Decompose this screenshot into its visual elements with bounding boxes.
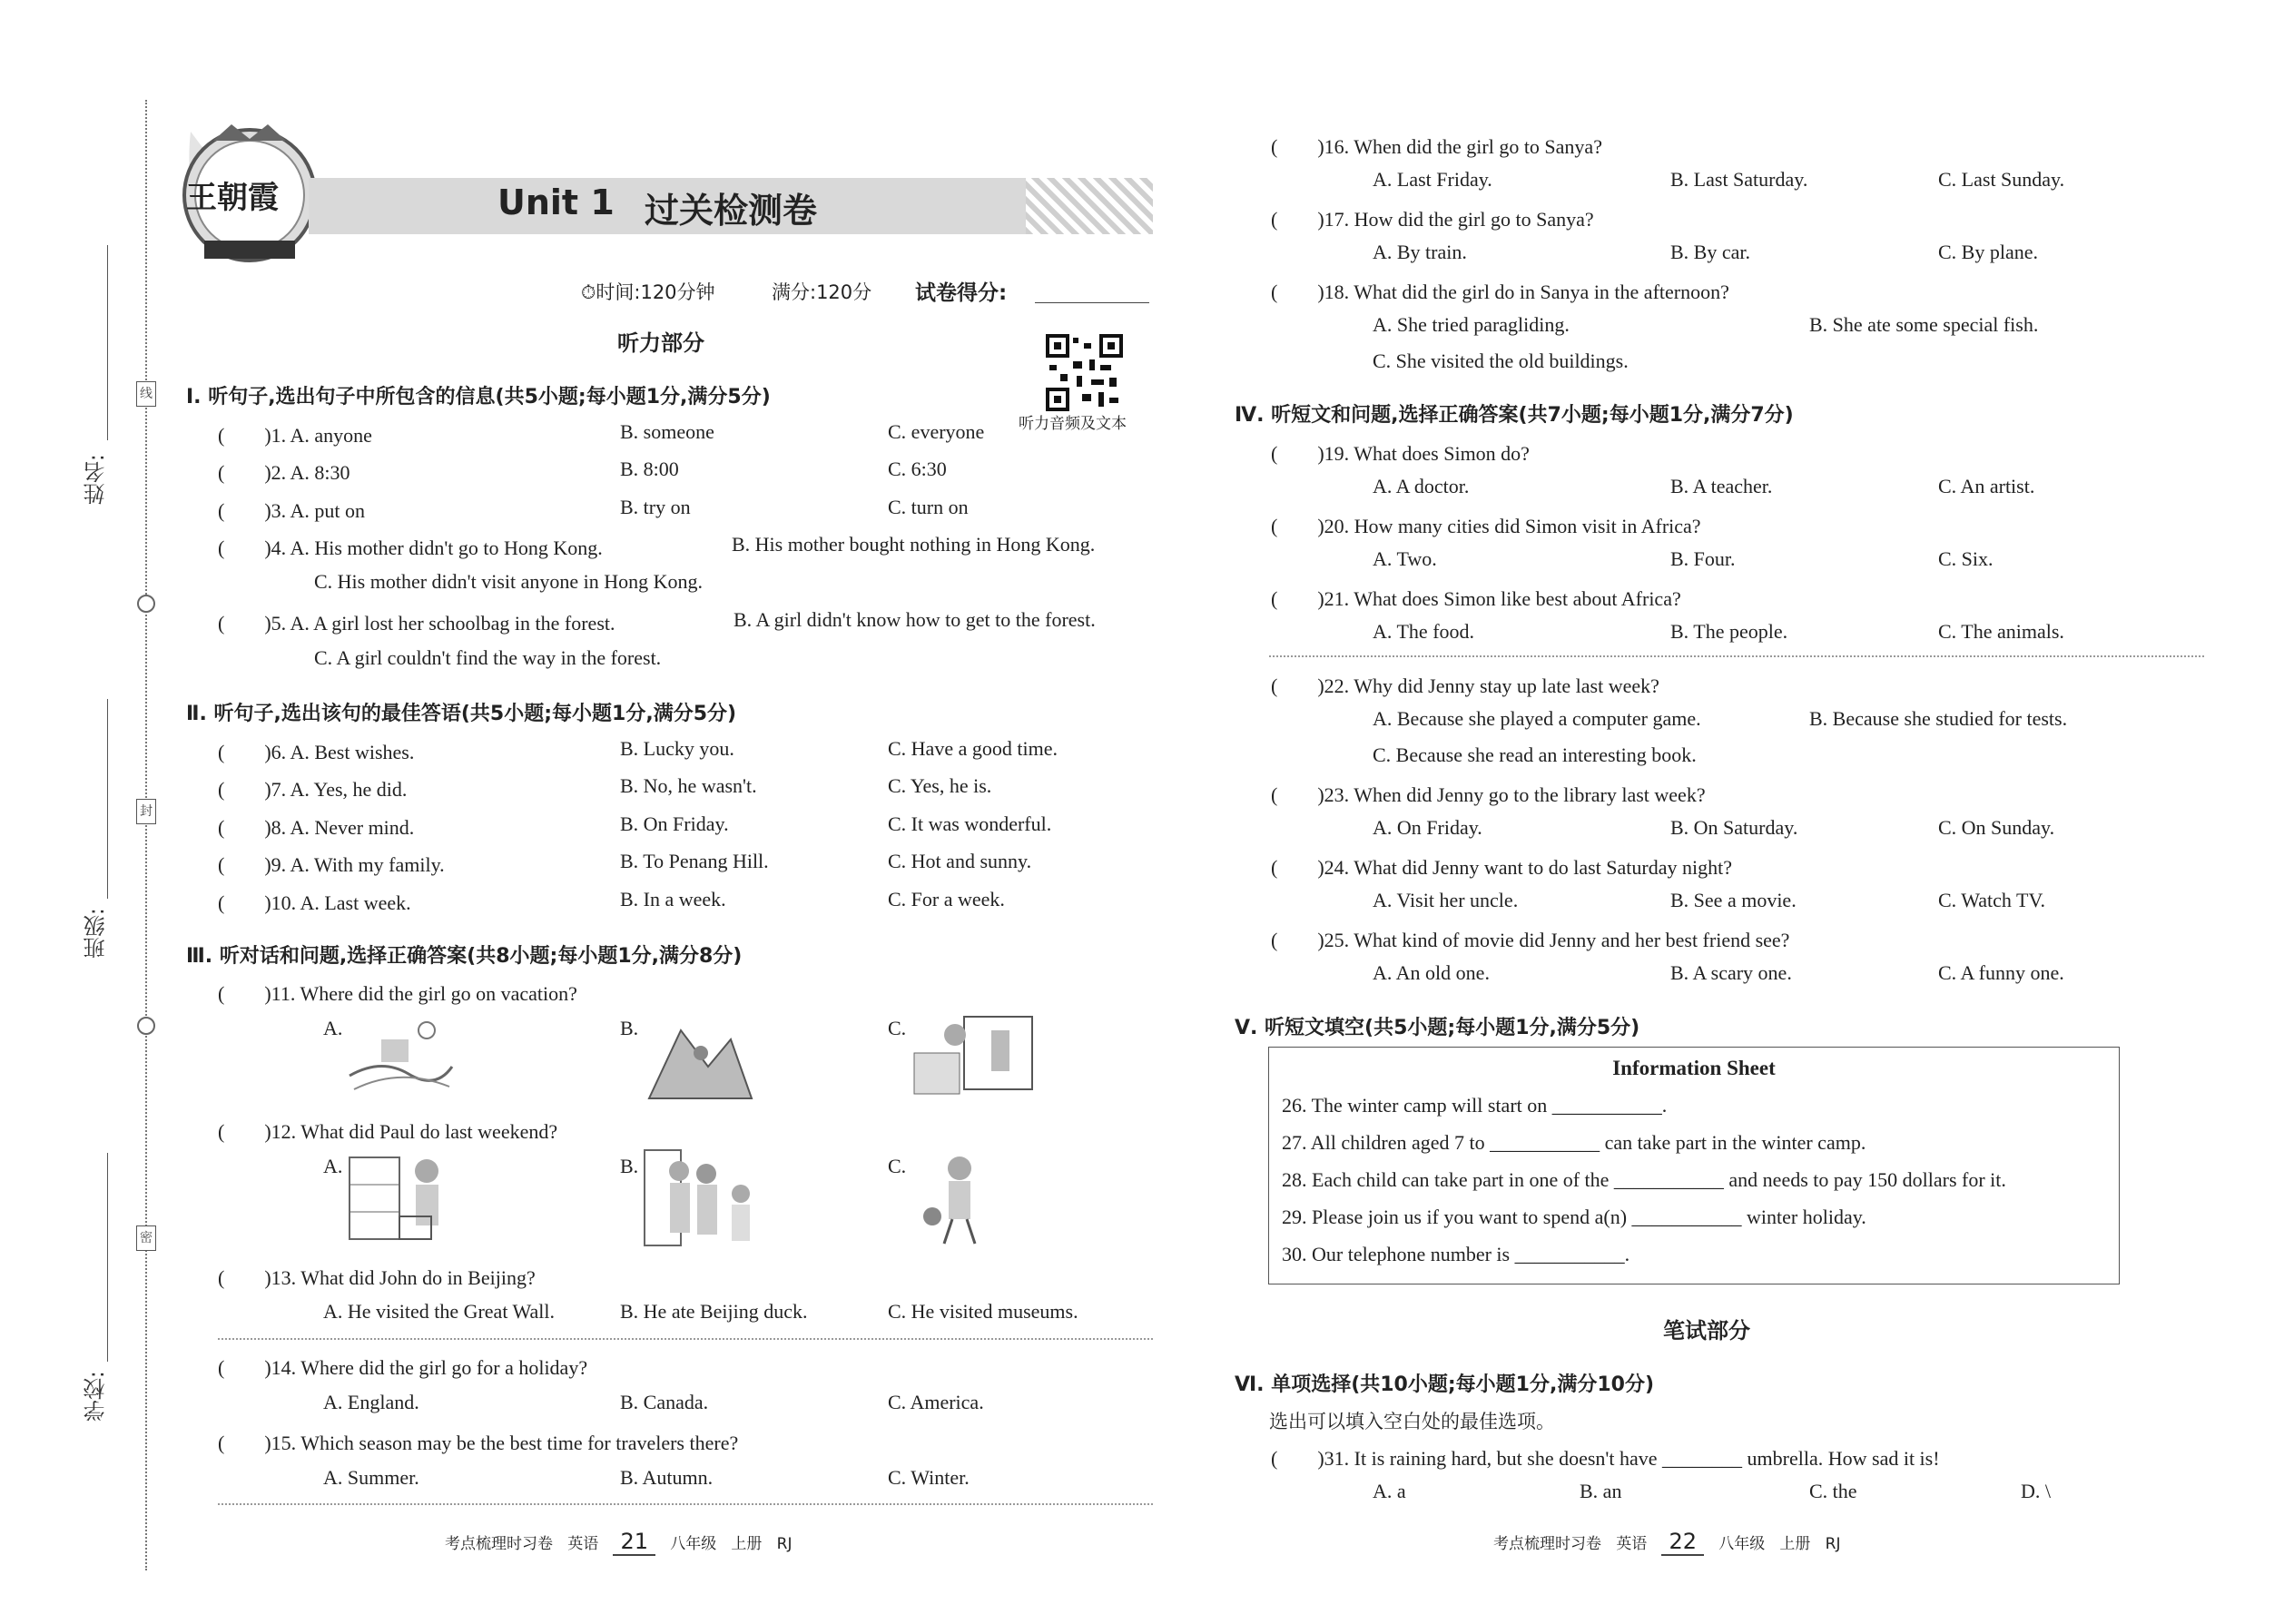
binding-dotted-line xyxy=(145,100,147,1570)
q5-option-c[interactable]: C. A girl couldn't find the way in the forest. xyxy=(314,646,662,669)
q5-option-b[interactable]: B. A girl didn't know how to get to the forest. xyxy=(733,608,1096,631)
section-4-title: Ⅳ. 听短文和问题,选择正确答案(共7小题;每小题1分,满分7分) xyxy=(1235,404,1794,427)
q2-option-c[interactable]: C. 6:30 xyxy=(888,458,947,480)
exam-title: 过关检测卷 xyxy=(645,191,818,231)
section-5-title: Ⅴ. 听短文填空(共5小题;每小题1分,满分5分) xyxy=(1235,1017,1640,1039)
q13-stem: ( )13. What did John do in Beijing? xyxy=(218,1266,536,1289)
qr-caption: 听力音频及文本 xyxy=(1019,415,1127,433)
q20-option-a[interactable]: A. Two. xyxy=(1373,547,1437,570)
q10-stem: ( )10. A. Last week. xyxy=(218,891,411,914)
q4-stem: ( )4. A. His mother didn't go to Hong Kong. xyxy=(218,536,603,559)
q21-option-b[interactable]: B. The people. xyxy=(1670,620,1788,643)
seal-seal-mark: 封 xyxy=(136,799,156,824)
q14-stem: ( )14. Where did the girl go for a holiday? xyxy=(218,1356,588,1379)
q24-option-b[interactable]: B. See a movie. xyxy=(1670,889,1797,911)
section-6-instruction: 选出可以填入空白处的最佳选项。 xyxy=(1269,1411,1555,1432)
q22-option-b[interactable]: B. Because she studied for tests. xyxy=(1809,707,2068,730)
q22-option-c[interactable]: C. Because she read an interesting book. xyxy=(1373,743,1697,766)
q15-stem: ( )15. Which season may be the best time for travelers there? xyxy=(218,1432,739,1454)
q23-option-b[interactable]: B. On Saturday. xyxy=(1670,816,1798,839)
q8-stem: ( )8. A. Never mind. xyxy=(218,816,415,839)
binding-ring-icon xyxy=(137,1017,155,1035)
q18-stem: ( )18. What did the girl do in Sanya in the afternoon? xyxy=(1271,281,1729,303)
qr-code-icon[interactable] xyxy=(1046,334,1123,411)
unit-title: Unit 1 xyxy=(497,182,615,222)
q9-option-b[interactable]: B. To Penang Hill. xyxy=(620,850,769,872)
score-label: 试卷得分: xyxy=(915,281,1008,305)
page-number: 22 xyxy=(1661,1529,1704,1556)
name-write-line[interactable] xyxy=(107,245,108,440)
q17-option-a[interactable]: A. By train. xyxy=(1373,241,1467,263)
footer-edition: RJ xyxy=(1825,1535,1841,1553)
blank-28[interactable]: 28. Each child can take part in one of the ___________ and needs to pay 150 dollars for it. xyxy=(1282,1168,2006,1191)
q10-option-c[interactable]: C. For a week. xyxy=(888,888,1005,910)
q8-option-c[interactable]: C. It was wonderful. xyxy=(888,812,1052,835)
q11-stem: ( )11. Where did the girl go on vacation? xyxy=(218,982,577,1005)
q3-option-c[interactable]: C. turn on xyxy=(888,496,969,518)
q16-stem: ( )16. When did the girl go to Sanya? xyxy=(1271,135,1602,158)
q19-option-c[interactable]: C. An artist. xyxy=(1938,475,2035,497)
q13-option-a[interactable]: A. He visited the Great Wall. xyxy=(323,1300,556,1323)
q15-option-a[interactable]: A. Summer. xyxy=(323,1466,419,1489)
footer-volume: 上册 xyxy=(731,1535,763,1553)
q14-option-c[interactable]: C. America. xyxy=(888,1391,984,1413)
q6-option-c[interactable]: C. Have a good time. xyxy=(888,737,1058,760)
q31-option-a[interactable]: A. a xyxy=(1373,1480,1406,1502)
q6-option-b[interactable]: B. Lucky you. xyxy=(620,737,734,760)
listening-part-title: 听力部分 xyxy=(617,330,704,356)
q3-stem: ( )3. A. put on xyxy=(218,499,365,522)
blank-27[interactable]: 27. All children aged 7 to ___________ can take part in the winter camp. xyxy=(1282,1131,1866,1154)
score-write-line[interactable] xyxy=(1035,302,1149,303)
q19-stem: ( )19. What does Simon do? xyxy=(1271,442,1530,465)
q13-option-b[interactable]: B. He ate Beijing duck. xyxy=(620,1300,808,1323)
footer-grade: 八年级 xyxy=(1718,1535,1766,1553)
q24-option-c[interactable]: C. Watch TV. xyxy=(1938,889,2046,911)
q9-option-c[interactable]: C. Hot and sunny. xyxy=(888,850,1032,872)
class-write-line[interactable] xyxy=(107,699,108,899)
class-label: 班级: xyxy=(84,908,109,960)
q12-picture-visit[interactable] xyxy=(643,1148,761,1248)
q23-option-a[interactable]: A. On Friday. xyxy=(1373,816,1482,839)
q6-stem: ( )6. A. Best wishes. xyxy=(218,741,415,763)
section-6-title: Ⅵ. 单项选择(共10小题;每小题1分,满分10分) xyxy=(1235,1373,1655,1396)
blank-30[interactable]: 30. Our telephone number is ___________. xyxy=(1282,1243,1630,1265)
q12-label-b[interactable]: B. xyxy=(620,1155,639,1177)
writing-part-title: 笔试部分 xyxy=(1663,1318,1750,1343)
q12-picture-basketball[interactable] xyxy=(910,1148,1009,1248)
time-text: 时间:120分钟 xyxy=(596,281,715,303)
q17-option-c[interactable]: C. By plane. xyxy=(1938,241,2038,263)
q12-label-a[interactable]: A. xyxy=(323,1155,343,1177)
q14-option-a[interactable]: A. England. xyxy=(323,1391,419,1413)
footer-edition: RJ xyxy=(776,1535,793,1553)
q10-option-b[interactable]: B. In a week. xyxy=(620,888,726,910)
q21-option-a[interactable]: A. The food. xyxy=(1373,620,1475,643)
q2-option-b[interactable]: B. 8:00 xyxy=(620,458,679,480)
q20-option-c[interactable]: C. Six. xyxy=(1938,547,1994,570)
blank-26[interactable]: 26. The winter camp will start on ___________. xyxy=(1282,1094,1668,1117)
q12-label-c[interactable]: C. xyxy=(888,1155,907,1177)
q23-option-c[interactable]: C. On Sunday. xyxy=(1938,816,2055,839)
information-sheet-title: Information Sheet xyxy=(1612,1057,1776,1079)
q9-stem: ( )9. A. With my family. xyxy=(218,853,445,876)
q5-stem: ( )5. A. A girl lost her schoolbag in the forest. xyxy=(218,612,615,635)
q16-option-c[interactable]: C. Last Sunday. xyxy=(1938,168,2065,191)
q25-option-b[interactable]: B. A scary one. xyxy=(1670,961,1792,984)
q11-picture-mountain[interactable] xyxy=(645,1012,753,1103)
q2-stem: ( )2. A. 8:30 xyxy=(218,461,350,484)
clock-icon: ⏱ xyxy=(581,281,596,303)
section-1-title: Ⅰ. 听句子,选出句子中所包含的信息(共5小题;每小题1分,满分5分) xyxy=(186,386,771,408)
full-score: 满分:120分 xyxy=(772,281,872,303)
q7-option-c[interactable]: C. Yes, he is. xyxy=(888,774,992,797)
title-banner-pattern xyxy=(1026,178,1153,234)
q1-stem: ( )1. A. anyone xyxy=(218,424,372,447)
q18-option-a[interactable]: A. She tried paragliding. xyxy=(1373,313,1570,336)
footer-series: 考点梳理时习卷 xyxy=(445,1535,553,1553)
q16-option-a[interactable]: A. Last Friday. xyxy=(1373,168,1492,191)
footer-subject: 英语 xyxy=(567,1535,599,1553)
q24-option-a[interactable]: A. Visit her uncle. xyxy=(1373,889,1519,911)
q8-option-b[interactable]: B. On Friday. xyxy=(620,812,729,835)
q12-stem: ( )12. What did Paul do last weekend? xyxy=(218,1120,558,1143)
brand-logo-text: 王朝霞 xyxy=(186,180,279,216)
q15-option-c[interactable]: C. Winter. xyxy=(888,1466,970,1489)
section-2-title: Ⅱ. 听句子,选出该句的最佳答语(共5小题;每小题1分,满分5分) xyxy=(186,703,737,725)
q22-stem: ( )22. Why did Jenny stay up late last week? xyxy=(1271,674,1659,697)
q4-option-b[interactable]: B. His mother bought nothing in Hong Kong. xyxy=(732,533,1096,556)
q25-option-a[interactable]: A. An old one. xyxy=(1373,961,1490,984)
q31-option-c[interactable]: C. the xyxy=(1809,1480,1857,1502)
page-number: 21 xyxy=(613,1529,655,1556)
q11-label-c[interactable]: C. xyxy=(888,1017,907,1039)
school-write-line[interactable] xyxy=(107,1153,108,1362)
q20-option-b[interactable]: B. Four. xyxy=(1670,547,1736,570)
q19-option-a[interactable]: A. A doctor. xyxy=(1373,475,1470,497)
q1-option-b[interactable]: B. someone xyxy=(620,420,714,443)
seal-line-mark: 线 xyxy=(136,381,156,407)
q11-label-b[interactable]: B. xyxy=(620,1017,639,1039)
footer-grade: 八年级 xyxy=(670,1535,717,1553)
q31-stem: ( )31. It is raining hard, but she doesn't have ________ umbrella. How sad it is! xyxy=(1271,1447,1940,1470)
q13-option-c[interactable]: C. He visited museums. xyxy=(888,1300,1078,1323)
information-sheet-box xyxy=(1268,1047,2120,1284)
section-3-title: Ⅲ. 听对话和问题,选择正确答案(共8小题;每小题1分,满分8分) xyxy=(186,945,743,968)
school-label: 学校: xyxy=(84,1371,109,1422)
footer-volume: 上册 xyxy=(1779,1535,1811,1553)
q20-stem: ( )20. How many cities did Simon visit in Africa? xyxy=(1271,515,1701,537)
dotted-divider xyxy=(218,1338,1153,1340)
binding-ring-icon xyxy=(137,595,155,613)
dotted-divider xyxy=(1269,655,2204,657)
q1-option-c[interactable]: C. everyone xyxy=(888,420,985,443)
q14-option-b[interactable]: B. Canada. xyxy=(620,1391,709,1413)
q4-option-c[interactable]: C. His mother didn't visit anyone in Hong Kong. xyxy=(314,570,704,593)
q18-option-b[interactable]: B. She ate some special fish. xyxy=(1809,313,2039,336)
q25-option-c[interactable]: C. A funny one. xyxy=(1938,961,2064,984)
q11-picture-museum[interactable] xyxy=(910,1008,1037,1103)
q12-picture-shopping[interactable] xyxy=(345,1148,463,1248)
name-label: 姓名: xyxy=(84,454,109,506)
q21-option-c[interactable]: C. The animals. xyxy=(1938,620,2064,643)
q7-option-b[interactable]: B. No, he wasn't. xyxy=(620,774,757,797)
exam-time xyxy=(581,278,715,305)
q7-stem: ( )7. A. Yes, he did. xyxy=(218,778,408,801)
seal-secret-mark: 密 xyxy=(136,1225,156,1251)
q22-option-a[interactable]: A. Because she played a computer game. xyxy=(1373,707,1701,730)
footer-series: 考点梳理时习卷 xyxy=(1493,1535,1601,1553)
left-footer xyxy=(445,1529,792,1554)
q17-stem: ( )17. How did the girl go to Sanya? xyxy=(1271,208,1594,231)
right-footer xyxy=(1493,1529,1840,1554)
q18-option-c[interactable]: C. She visited the old buildings. xyxy=(1373,349,1629,372)
q25-stem: ( )25. What kind of movie did Jenny and her best friend see? xyxy=(1271,929,1790,951)
q11-label-a[interactable]: A. xyxy=(323,1017,343,1039)
q19-option-b[interactable]: B. A teacher. xyxy=(1670,475,1773,497)
footer-subject: 英语 xyxy=(1616,1535,1648,1553)
q21-stem: ( )21. What does Simon like best about Africa? xyxy=(1271,587,1681,610)
q31-option-b[interactable]: B. an xyxy=(1580,1480,1622,1502)
q11-picture-beach[interactable] xyxy=(345,1012,454,1103)
q15-option-b[interactable]: B. Autumn. xyxy=(620,1466,714,1489)
q3-option-b[interactable]: B. try on xyxy=(620,496,691,518)
q31-option-d[interactable]: D. \ xyxy=(2021,1480,2051,1502)
blank-29[interactable]: 29. Please join us if you want to spend a(n) ___________ winter holiday. xyxy=(1282,1206,1866,1228)
dotted-divider xyxy=(218,1503,1153,1505)
q17-option-b[interactable]: B. By car. xyxy=(1670,241,1750,263)
q16-option-b[interactable]: B. Last Saturday. xyxy=(1670,168,1808,191)
q24-stem: ( )24. What did Jenny want to do last Saturday night? xyxy=(1271,856,1732,879)
q23-stem: ( )23. When did Jenny go to the library last week? xyxy=(1271,783,1706,806)
